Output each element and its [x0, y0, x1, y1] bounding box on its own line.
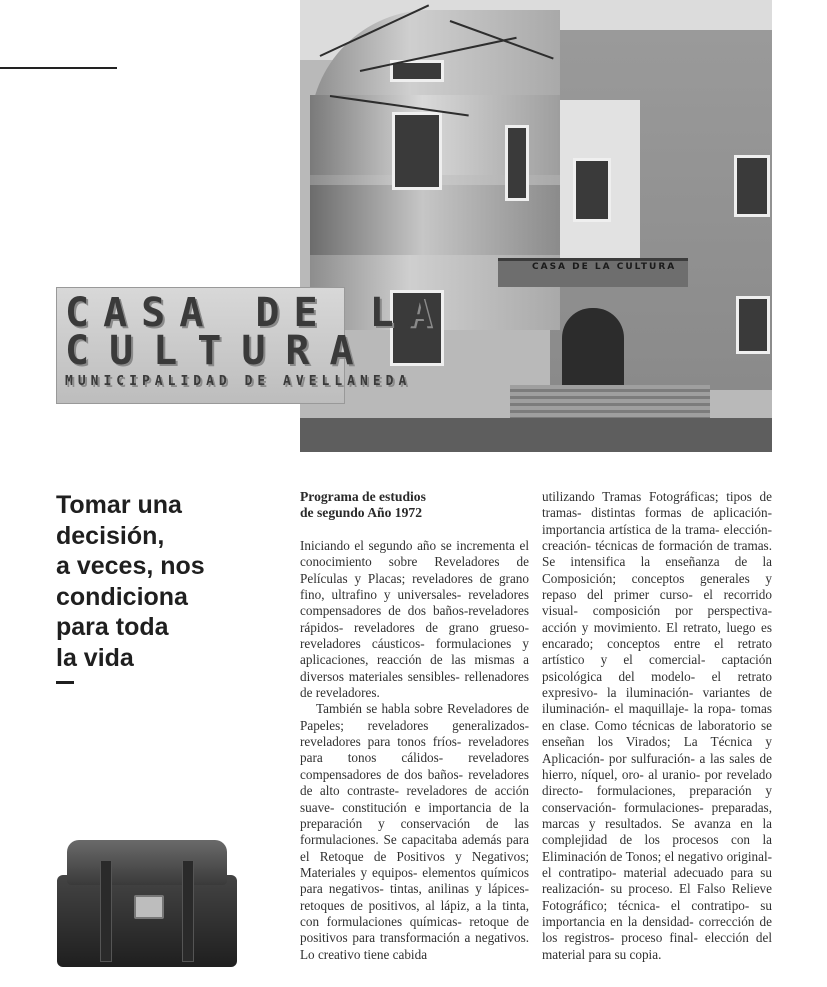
paragraph: utilizando Tramas Fotográficas; tipos de tramas- distintas formas de aplicación- importancia artística de la trama- elección- creación- técnicas de formación de tramas. Se intensifica la enseñanza de la Composición; conceptos generales y repaso del primer curso- el recorrido visual- composición por perspectiva- acción y movimiento. El retrato, luego es encarado; conceptos entre el retrato artístico y el comercial- captación psicológica del modelo- el retrato expresivo- la iluminación- variantes de iluminación- el maquillaje- la ropa- tomas en clase. Como técnicas de laboratorio se enseñan los Virados; La Técnica y Aplicación- por sulfuración- a las sales de hierro, níquel, oro- al uranio- por revelado directo- formulaciones, preparación y conservación- formulaciones- preparadas, marcas y resultados. Se avanza en la complejidad de los procesos con la Eliminación de Tonos; el negativo original- el contratipo- material adecuado para su realización- su proceso. El Falso Relieve Fotográfico; técnica- el contratipo- su importancia en la densidad- corrección de los registros- proceso final- elección del material para su copia. — [542, 489, 772, 962]
building-sign-text: CASA DE LA CULTURA — [532, 262, 677, 272]
sign-line-1: CASA DE LA — [65, 290, 446, 336]
top-rule — [0, 67, 117, 69]
camera-bag-photo — [52, 840, 242, 970]
headline-dash — [56, 681, 74, 684]
paragraph: Iniciando el segundo año se incrementa el conocimiento sobre Reveladores de Películas y Placas; reveladores de grano fino, ultrafino y universales- reveladores compensadores de dos baños-reveladores rápidos- reveladores de grano grueso- reveladores cáusticos- formulaciones y aplicaciones, reacción de las mismas a diversos materiales sensibles- rellenadores de reveladores. — [300, 538, 529, 701]
body-column-1 — [300, 538, 529, 963]
bag-buckle — [134, 895, 164, 919]
body-column-2 — [542, 489, 772, 963]
paragraph: También se habla sobre Reveladores de Papeles; reveladores generalizados- reveladores para tonos fríos- reveladores para tonos cálidos- reveladores compensadores de dos baños- reveladores de alto contraste- reveladores de acción suave- constitución e importancia de la preparación y conservación de las formulaciones. Se capacitaba además para el Retoque de Positivos y Negativos; Materiales y equipos- elementos químicos para negativos- tintas, anilinas y lápices- retoques de positivos, al lápiz, a la tinta, con formulaciones químicas- retoque de positivos para transformación a negativos. Lo creativo tiene cabida — [300, 701, 529, 962]
sign-inset-photo — [56, 287, 446, 404]
pull-quote-headline: Tomar una decisión, a veces, nos condiciona para toda la vida — [56, 491, 205, 672]
sign-line-2: CULTURA — [65, 328, 374, 374]
section-title: Programa de estudios de segundo Año 1972 — [300, 489, 426, 521]
entrance-door — [562, 308, 624, 388]
sign-line-3: MUNICIPALIDAD DE AVELLANEDA — [65, 374, 412, 389]
